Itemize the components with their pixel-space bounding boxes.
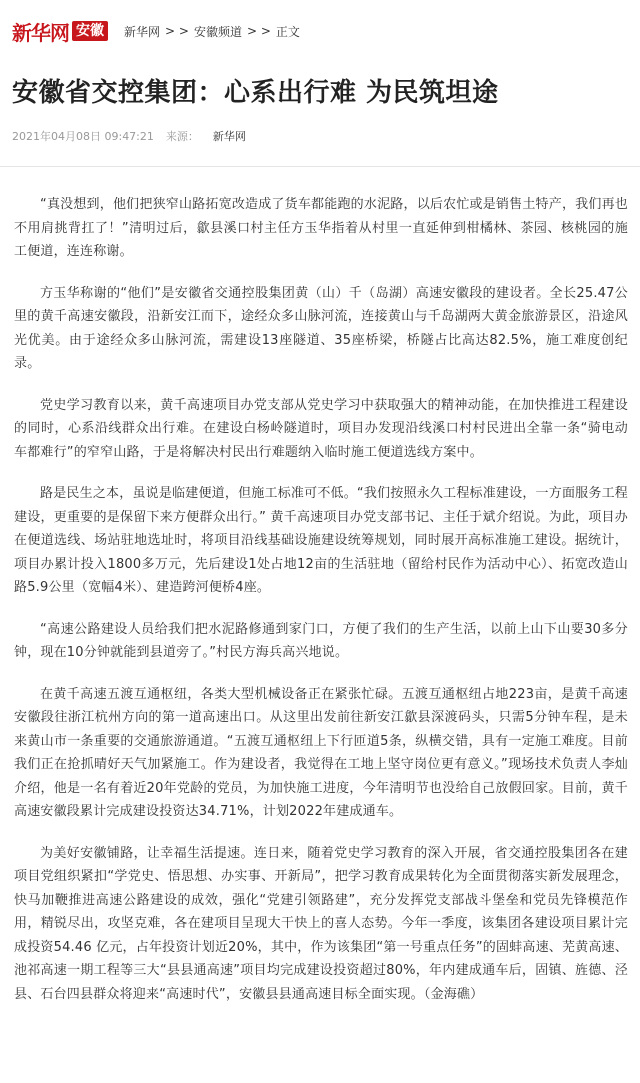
article-paragraph: 在黄千高速五渡互通枢纽，各类大型机械设备正在紧张忙碌。五渡互通枢纽占地223亩，是黄千高速安徽段往浙江杭州方向的第一道高速出口。从这里出发前往新安江歙县深渡码头，只需5分钟车程，是未来黄山市一条重要的交通旅游通道。“五渡互通枢纽上下行匝道5条，纵横交错，具有一定施工难度。目前我们正在抢抓晴好天气加紧施工。作为建设者，我觉得在工地上坚守岗位更有意义。”现场技术负责人李灿介绍，他是一名有着近20年党龄的党员，为加快施工进度，今年清明节也没给自己放假回家。目前，黄千高速安徽段累计完成建设投资达34.71%，计划2022年建成通车。 [14, 686, 628, 819]
xinhuanet-logo-text: 新华网 [12, 20, 69, 45]
article-paragraph: 为美好安徽铺路，让幸福生活提速。连日来，随着党史学习教育的深入开展，省交通控股集团各在建项目党组织紧扣“学党史、悟思想、办实事、开新局”，把学习教育成果转化为全面贯彻落实新发展理念，快马加鞭推进高速公路建设的成效，强化“党建引领路建”，充分发挥党支部战斗堡垒和党员先锋模范作用，精锐尽出，攻坚克难，各在建项目呈现大干快上的喜人态势。今年一季度，该集团各建设项目累计完成投资54.46 亿元，占年投资计划近20%，其中，作为该集团“第一号重点任务”的固蚌高速、芜黄高速、池祁高速一期工程等三大“县县通高速”项目均完成建设投资超过80%，年内建成通车后，固镇、旌德、泾县、石台四县群众将迎来“高速时代”，安徽县县通高速目标全面实现。（金海礁） [14, 845, 628, 1002]
source-name: 新华网 [212, 130, 246, 143]
article-paragraph: “高速公路建设人员给我们把水泥路修通到家门口，方便了我们的生产生活，以前上山下山要30多分钟，现在10分钟就能到县道旁了。”村民方海兵高兴地说。 [14, 621, 628, 660]
article-paragraph: 方玉华称谢的“他们”是安徽省交通控股集团黄（山）千（岛湖）高速安徽段的建设者。全长25.47公里的黄千高速安徽段，沿新安江而下，途经众多山脉河流，连接黄山与千岛湖两大黄金旅游景区，沿途风光优美。由于途经众多山脉河流，需建设13座隧道、35座桥梁，桥隧占比高达82.5%，施工难度创纪录。 [14, 285, 628, 371]
site-header [0, 0, 640, 62]
article-paragraph: 路是民生之本，虽说是临建便道，但施工标准可不低。“我们按照永久工程标准建设，一方面服务工程建设，更重要的是保留下来方便群众出行。” 黄千高速项目办党支部书记、主任于斌介绍说。为此，项目办在便道选线、场站驻地选址时，将项目沿线基础设施建设统筹规划，同时展开高标准施工建设。据统计，项目办累计投入1800多万元，先后建设1处占地12亩的生活驻地（留给村民作为活动中心）、拓宽改造山路5.9公里（宽幅4米）、建造跨河便桥4座。 [14, 486, 628, 595]
source-label: 来源： [165, 130, 199, 143]
breadcrumb-separator: > > [165, 24, 189, 38]
breadcrumb [124, 23, 300, 40]
title-area [0, 62, 640, 110]
article-paragraph: “真没想到，他们把狭窄山路拓宽改造成了货车都能跑的水泥路，以后农忙或是销售土特产，我们再也不用肩挑背扛了！”清明过后，歙县溪口村主任方玉华指着从村里一直延伸到柑橘林、茶园、核桃园的施工便道，连连称谢。 [14, 197, 628, 259]
article-meta [0, 126, 640, 146]
breadcrumb-home-link[interactable]: 新华网 [124, 24, 161, 39]
breadcrumb-current: 正文 [275, 24, 300, 39]
article-title: 安徽省交控集团：心系出行难 为民筑坦途 [12, 78, 499, 108]
publish-datetime: 2021年04月08日 09:47:21 [12, 130, 154, 143]
article-paragraph: 党史学习教育以来，黄千高速项目办党支部从党史学习中获取强大的精神动能，在加快推进工程建设的同时，心系沿线群众出行难。在建设白杨岭隧道时，项目办发现沿线溪口村村民进出全靠一条“骑电动车都难行”的窄窄山路，于是将解决村民出行难题纳入临时施工便道选线方案中。 [14, 397, 628, 460]
site-logo[interactable] [12, 18, 108, 44]
breadcrumb-separator: > > [246, 24, 271, 38]
breadcrumb-section-link[interactable]: 安徽频道 [193, 24, 242, 39]
channel-badge: 安徽 [72, 21, 108, 41]
article-body [0, 167, 640, 1006]
